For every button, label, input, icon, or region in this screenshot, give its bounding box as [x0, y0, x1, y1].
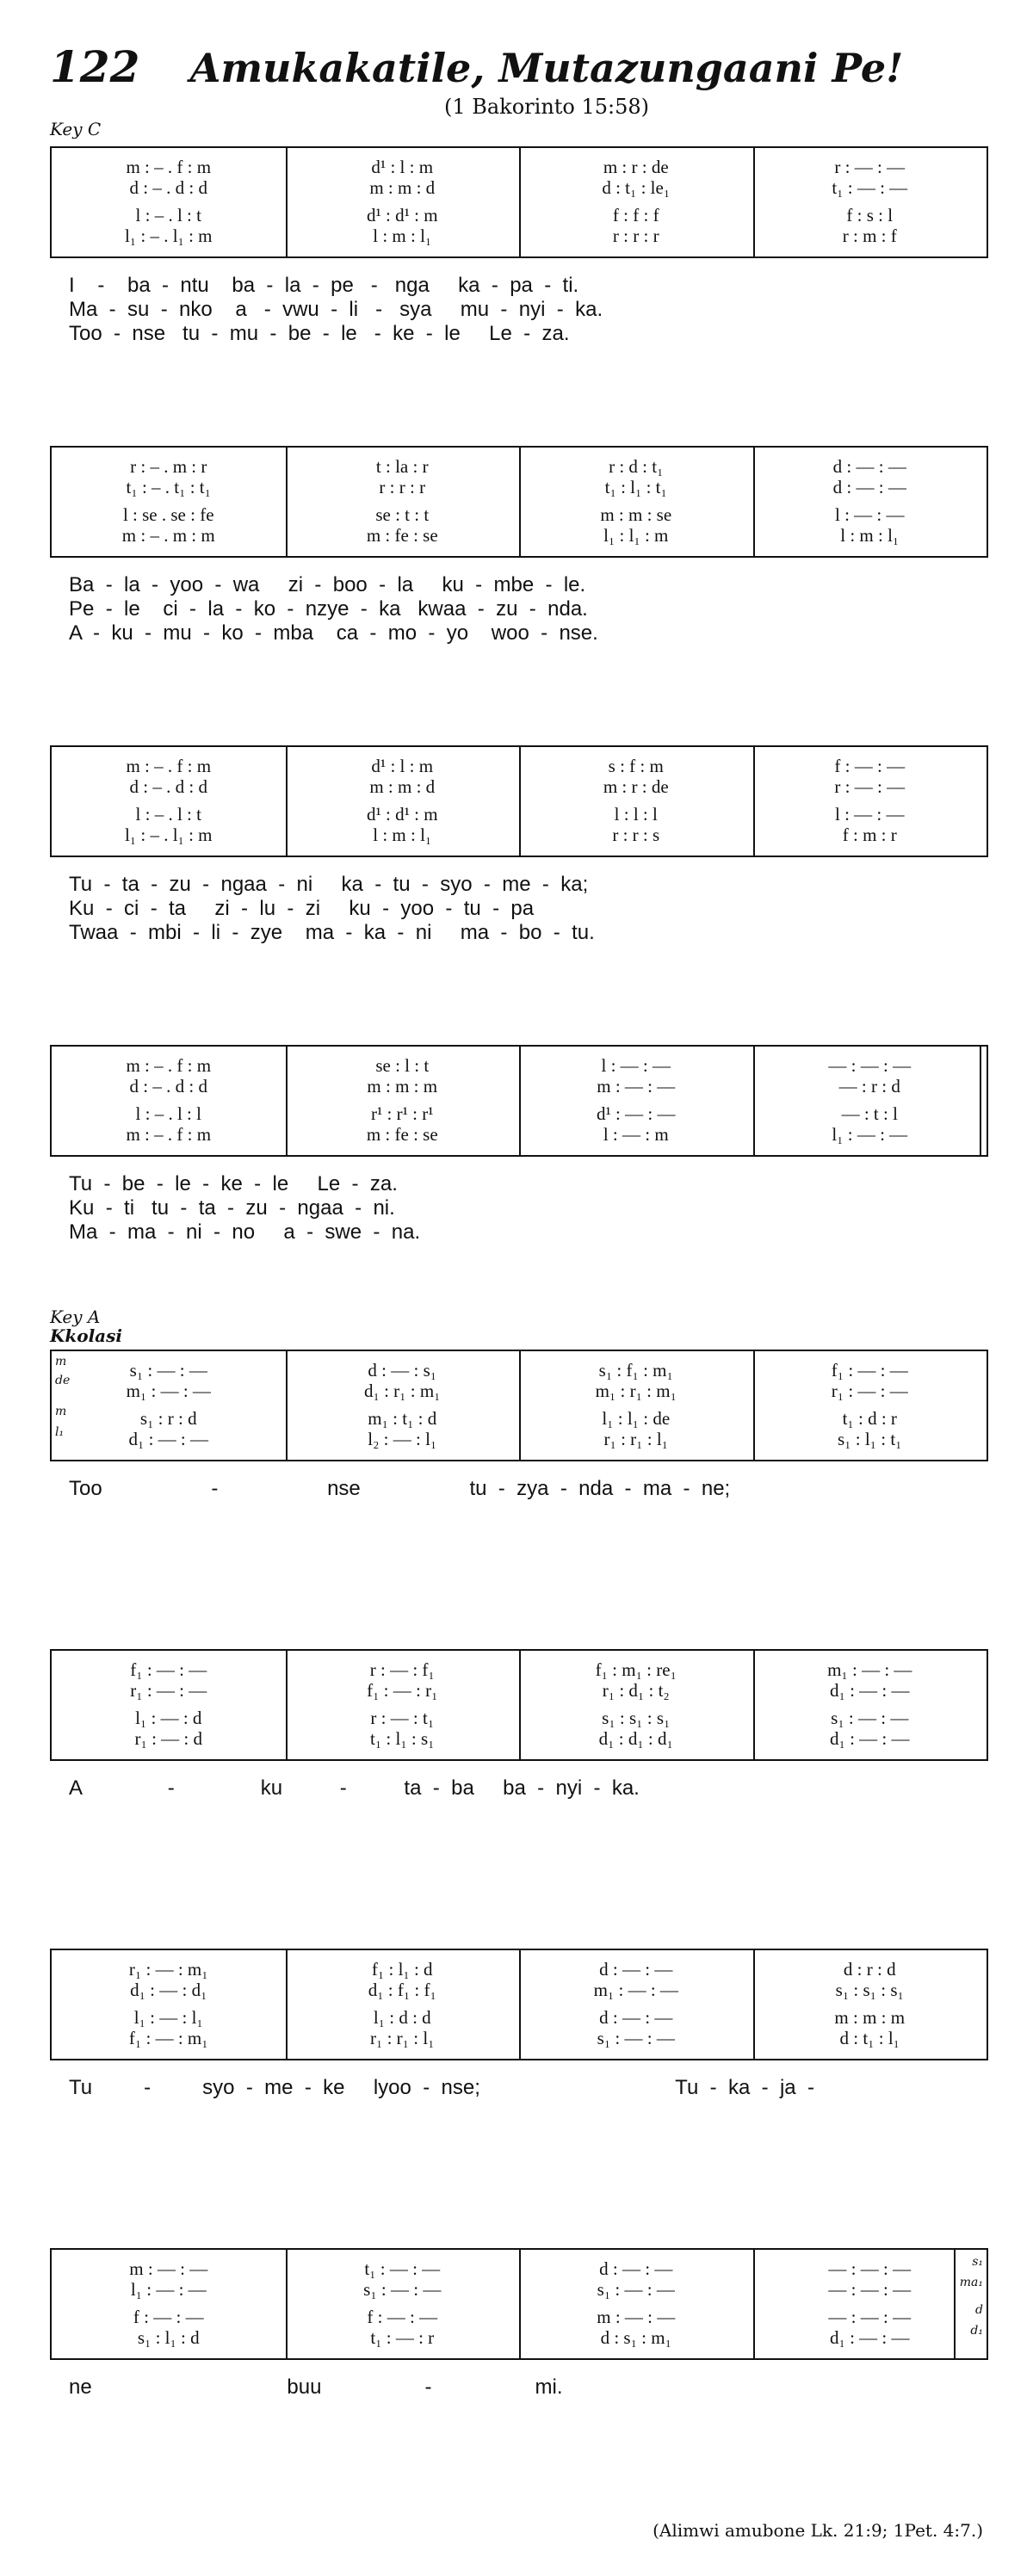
voice-line: m : — : —: [597, 1076, 676, 1096]
voice-line: d : – . d : d: [129, 776, 207, 797]
voice-line: m : r : de: [603, 776, 669, 797]
part-label: s₁: [972, 2255, 983, 2269]
voice-line: t₁ : — : r: [370, 2327, 435, 2348]
bar-line: [753, 448, 755, 556]
voice-line: m : m : m: [367, 1076, 438, 1096]
voice-line: f : s : l: [846, 205, 894, 225]
measure: [519, 1950, 753, 2059]
measure: [519, 148, 753, 256]
voice-line: m : m : d: [369, 776, 436, 797]
bar-line: [753, 747, 755, 856]
final-bar-line: [954, 2248, 956, 2360]
music-system: [50, 745, 988, 857]
music-system: [50, 446, 988, 558]
voice-line: f₁ : — : r₁: [367, 1680, 438, 1701]
voice-line: s₁ : r : d: [139, 1408, 197, 1429]
measure: [753, 448, 987, 556]
voice-line: l : m : l₁: [373, 825, 432, 845]
bar-line: [519, 148, 521, 256]
voice-line: f₁ : — : —: [831, 1360, 908, 1381]
voice-line: m₁ : — : —: [827, 1659, 912, 1680]
double-bar-line: [980, 1045, 981, 1157]
measure: [286, 1950, 520, 2059]
lyric-line: Pe - le ci - la - ko - nzye - ka kwaa - zu - nda.: [69, 597, 588, 621]
voice-line: se : l : t: [375, 1055, 430, 1076]
lyric-line: Tu - be - le - ke - le Le - za.: [69, 1172, 398, 1195]
music-system: [50, 1350, 988, 1461]
voice-line: d : — : —: [832, 456, 906, 477]
music-system: [50, 1045, 988, 1157]
music-system: [50, 2248, 988, 2360]
key-label: Key C: [50, 119, 102, 139]
voice-line: l : — : —: [834, 804, 905, 825]
voice-line: m : fe : se: [366, 1124, 438, 1145]
bar-line: [753, 148, 755, 256]
lyric-line: Ba - la - yoo - wa zi - boo - la ku - mbe - le.: [69, 573, 586, 596]
voice-line: t₁ : l₁ : t₁: [604, 477, 667, 497]
voice-line: r₁ : — : —: [831, 1381, 908, 1401]
measure: [286, 148, 520, 256]
part-label: d: [975, 2303, 983, 2317]
music-system: [50, 1949, 988, 2060]
measure: [286, 1047, 520, 1155]
voice-line: t₁ : — : —: [364, 2258, 441, 2279]
voice-line: m : m : m: [834, 2007, 906, 2028]
bar-line: [286, 1047, 288, 1155]
voice-line: m₁ : — : —: [593, 1980, 678, 2000]
voice-line: l₁ : – . l₁ : m: [124, 825, 213, 845]
voice-line: — : — : —: [828, 1055, 912, 1076]
chorus-label: Kkolasi: [50, 1325, 122, 1346]
voice-line: r : r : r: [612, 225, 659, 246]
voice-line: m : r : de: [603, 157, 669, 177]
bar-line: [519, 1950, 521, 2059]
voice-line: — : — : —: [828, 2307, 912, 2327]
voice-line: f : m : r: [842, 825, 897, 845]
music-system: [50, 146, 988, 258]
voice-line: l : — : —: [601, 1055, 671, 1076]
measure: [753, 148, 987, 256]
voice-line: r : — : f₁: [369, 1659, 435, 1680]
voice-line: m : – . f : m: [126, 1124, 212, 1145]
voice-line: se : t : t: [375, 504, 430, 525]
voice-line: d₁ : f₁ : f₁: [368, 1980, 436, 2000]
scripture-reference: (1 Bakorinto 15:58): [443, 95, 650, 119]
voice-line: d : – . d : d: [129, 177, 207, 198]
lyric-line: Too - nse tu - mu - be - le - ke - le Le - za.: [69, 322, 570, 345]
bar-line: [753, 1047, 755, 1155]
measure: [753, 1950, 987, 2059]
measure: [286, 448, 520, 556]
voice-line: s₁ : s₁ : s₁: [835, 1980, 904, 2000]
measure: [753, 1047, 987, 1155]
voice-line: t₁ : — : —: [832, 177, 908, 198]
voice-line: r₁ : — : —: [130, 1680, 207, 1701]
measure: [52, 448, 286, 556]
part-label: m: [55, 1405, 67, 1418]
voice-line: s₁ : — : —: [597, 2028, 675, 2048]
measure: [52, 2250, 286, 2358]
voice-line: d : s₁ : m₁: [600, 2327, 671, 2348]
voice-line: l₁ : – . l₁ : m: [124, 225, 213, 246]
voice-line: s₁ : f₁ : m₁: [598, 1360, 673, 1381]
voice-line: r¹ : r¹ : r¹: [370, 1103, 434, 1124]
voice-line: d¹ : d¹ : m: [366, 804, 438, 825]
voice-line: d₁ : r₁ : m₁: [364, 1381, 441, 1401]
voice-line: l : m : l₁: [840, 525, 900, 546]
voice-line: f : — : —: [367, 2307, 438, 2327]
voice-line: d¹ : — : —: [597, 1103, 676, 1124]
bar-line: [286, 1351, 288, 1460]
voice-line: f₁ : — : —: [130, 1659, 207, 1680]
measure: [519, 747, 753, 856]
measure: [52, 148, 286, 256]
voice-line: f₁ : l₁ : d: [371, 1959, 433, 1980]
voice-line: — : r : d: [838, 1076, 900, 1096]
measure: [52, 1351, 286, 1460]
voice-line: d₁ : — : —: [128, 1429, 208, 1449]
voice-line: l : m : l₁: [373, 225, 432, 246]
bar-line: [519, 1351, 521, 1460]
voice-line: m : m : d: [369, 177, 436, 198]
measure: [286, 1351, 520, 1460]
lyric-line: Ma - ma - ni - no a - swe - na.: [69, 1220, 421, 1244]
measure: [52, 1651, 286, 1759]
part-label: d₁: [970, 2324, 983, 2338]
voice-line: d₁ : — : —: [830, 2327, 910, 2348]
voice-line: t : la : r: [375, 456, 429, 477]
voice-line: m : — : —: [597, 2307, 676, 2327]
voice-line: l₁ : — : —: [832, 1124, 908, 1145]
voice-line: l₁ : — : l₁: [133, 2007, 203, 2028]
bar-line: [519, 2250, 521, 2358]
bar-line: [286, 148, 288, 256]
voice-line: l₁ : — : —: [130, 2279, 207, 2300]
voice-line: m₁ : r₁ : m₁: [595, 1381, 677, 1401]
measure: [519, 1047, 753, 1155]
lyric-line: Too - nse tu - zya - nda - ma - ne;: [69, 1477, 731, 1500]
voice-line: l₂ : — : l₁: [368, 1429, 437, 1449]
part-label: ma₁: [959, 2276, 983, 2289]
voice-line: s₁ : l₁ : t₁: [838, 1429, 902, 1449]
voice-line: r : r : s: [612, 825, 660, 845]
voice-line: r : d : t₁: [609, 456, 664, 477]
measure: [286, 2250, 520, 2358]
voice-line: l₁ : — : d: [135, 1708, 202, 1728]
voice-line: s₁ : — : —: [129, 1360, 207, 1381]
bar-line: [286, 448, 288, 556]
measure: [753, 2250, 987, 2358]
voice-line: m : m : se: [600, 504, 672, 525]
voice-line: r₁ : — : m₁: [128, 1959, 208, 1980]
voice-line: — : t : l: [841, 1103, 898, 1124]
voice-line: r₁ : — : d: [134, 1728, 202, 1749]
bar-line: [286, 1950, 288, 2059]
lyric-line: Tu - ta - zu - ngaa - ni ka - tu - syo - me - ka;: [69, 873, 589, 896]
voice-line: d₁ : — : —: [830, 1680, 910, 1701]
voice-line: s₁ : — : —: [597, 2279, 675, 2300]
voice-line: f : — : —: [133, 2307, 204, 2327]
bar-line: [519, 747, 521, 856]
voice-line: d : t₁ : le₁: [602, 177, 671, 198]
measure: [753, 1651, 987, 1759]
voice-line: d : — : —: [599, 2007, 673, 2028]
measure: [52, 1047, 286, 1155]
voice-line: s₁ : l₁ : d: [137, 2327, 200, 2348]
voice-line: d : t₁ : l₁: [839, 2028, 900, 2048]
voice-line: r : — : —: [834, 776, 906, 797]
voice-line: r : r : r: [379, 477, 426, 497]
voice-line: m₁ : t₁ : d: [368, 1408, 437, 1429]
voice-line: m : – . f : m: [126, 157, 212, 177]
lyric-line: A - ku - mu - ko - mba ca - mo - yo woo - nse.: [69, 621, 598, 645]
voice-line: t₁ : l₁ : s₁: [370, 1728, 435, 1749]
voice-line: m : — : —: [129, 2258, 208, 2279]
voice-line: f₁ : m₁ : re₁: [595, 1659, 677, 1680]
voice-line: m : – . m : m: [121, 525, 215, 546]
voice-line: f₁ : — : m₁: [128, 2028, 208, 2048]
voice-line: l : — : m: [603, 1124, 669, 1145]
measure: [519, 448, 753, 556]
hymn-title: Amukakatile, Mutazungaani Pe!: [189, 45, 904, 91]
bar-line: [753, 1351, 755, 1460]
voice-line: l : – . l : t: [135, 804, 201, 825]
measure: [52, 747, 286, 856]
hymn-number: 122: [50, 41, 140, 92]
voice-line: — : — : —: [828, 2258, 912, 2279]
voice-line: t₁ : d : r: [842, 1408, 897, 1429]
voice-line: m : – . f : m: [126, 756, 212, 776]
voice-line: d : – . d : d: [129, 1076, 207, 1096]
voice-line: f : — : —: [834, 756, 906, 776]
lyric-line: I - ba - ntu ba - la - pe - nga ka - pa - ti.: [69, 274, 579, 297]
lyric-line: Tu - syo - me - ke lyoo - nse; Tu - ka - ja -: [69, 2076, 814, 2099]
voice-line: l₁ : d : d: [373, 2007, 431, 2028]
voice-line: s₁ : s₁ : s₁: [602, 1708, 671, 1728]
voice-line: d¹ : l : m: [371, 157, 434, 177]
lyric-line: Ku - ci - ta zi - lu - zi ku - yoo - tu - pa: [69, 897, 535, 920]
lyric-line: Ma - su - nko a - vwu - li - sya mu - nyi - ka.: [69, 298, 603, 321]
bar-line: [753, 2250, 755, 2358]
voice-line: d¹ : l : m: [371, 756, 434, 776]
measure: [519, 2250, 753, 2358]
measure: [52, 1950, 286, 2059]
music-system: [50, 1649, 988, 1761]
voice-line: r₁ : r₁ : l₁: [603, 1429, 668, 1449]
measure: [519, 1651, 753, 1759]
voice-line: s₁ : — : —: [363, 2279, 442, 2300]
voice-line: l : – . l : l: [135, 1103, 201, 1124]
voice-line: s₁ : — : —: [831, 1708, 909, 1728]
voice-line: d₁ : — : d₁: [130, 1980, 207, 2000]
measure: [519, 1351, 753, 1460]
voice-line: l : l : l: [614, 804, 658, 825]
bar-line: [519, 1651, 521, 1759]
bar-line: [286, 1651, 288, 1759]
voice-line: d : — : —: [599, 1959, 673, 1980]
measure: [286, 1651, 520, 1759]
measure: [753, 747, 987, 856]
voice-line: l : se . se : fe: [122, 504, 214, 525]
voice-line: r₁ : r₁ : l₁: [370, 2028, 435, 2048]
voice-line: d : r : d: [843, 1959, 896, 1980]
voice-line: d¹ : d¹ : m: [366, 205, 438, 225]
voice-line: r : — : t₁: [370, 1708, 435, 1728]
voice-line: d₁ : — : —: [830, 1728, 910, 1749]
bar-line: [286, 2250, 288, 2358]
lyric-line: Ku - ti tu - ta - zu - ngaa - ni.: [69, 1196, 395, 1220]
voice-line: r : — : —: [834, 157, 906, 177]
bar-line: [286, 747, 288, 856]
footer-reference: (Alimwi amubone Lk. 21:9; 1Pet. 4:7.): [653, 2520, 983, 2541]
lyric-line: ne buu - mi.: [69, 2375, 563, 2399]
part-label: l₁: [55, 1425, 65, 1439]
voice-line: m : – . f : m: [126, 1055, 212, 1076]
part-label: m: [55, 1355, 67, 1368]
voice-line: m : fe : se: [366, 525, 438, 546]
bar-line: [519, 448, 521, 556]
bar-line: [519, 1047, 521, 1155]
measure: [286, 747, 520, 856]
voice-line: t₁ : – . t₁ : t₁: [126, 477, 211, 497]
voice-line: — : — : —: [828, 2279, 912, 2300]
voice-line: l : – . l : t: [135, 205, 201, 225]
voice-line: l : — : —: [834, 504, 905, 525]
bar-line: [753, 1950, 755, 2059]
voice-line: d₁ : d₁ : d₁: [598, 1728, 673, 1749]
lyric-line: A - ku - ta - ba ba - nyi - ka.: [69, 1776, 640, 1800]
measure: [753, 1351, 987, 1460]
voice-line: d : — : —: [832, 477, 906, 497]
voice-line: d : — : s₁: [368, 1360, 437, 1381]
part-label: de: [55, 1374, 71, 1387]
lyric-line: Twaa - mbi - li - zye ma - ka - ni ma - bo - tu.: [69, 921, 595, 944]
voice-line: s : f : m: [608, 756, 664, 776]
voice-line: d : — : —: [599, 2258, 673, 2279]
voice-line: r : m : f: [842, 225, 897, 246]
voice-line: r₁ : d₁ : t₂: [602, 1680, 670, 1701]
voice-line: m₁ : — : —: [126, 1381, 211, 1401]
voice-line: f : f : f: [612, 205, 659, 225]
voice-line: l₁ : l₁ : m: [603, 525, 669, 546]
key-label-2: Key A: [50, 1307, 101, 1327]
bar-line: [753, 1651, 755, 1759]
voice-line: r : – . m : r: [130, 456, 207, 477]
voice-line: l₁ : l₁ : de: [602, 1408, 671, 1429]
